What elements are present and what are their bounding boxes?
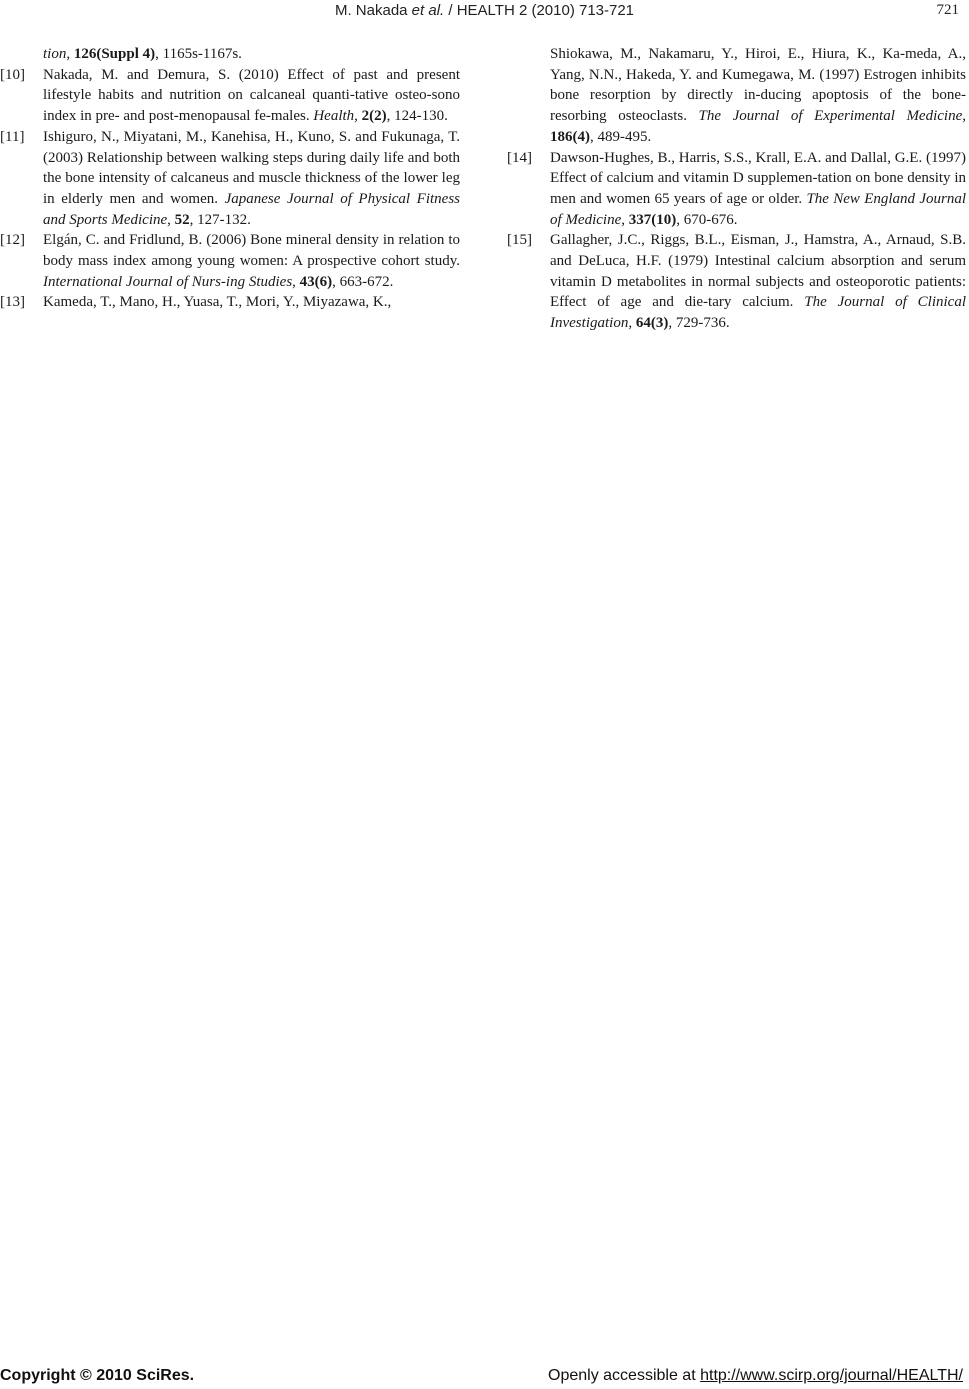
ref-volume: 126(Suppl 4) (73, 46, 156, 62)
ref-text: Ishiguro, N., Miyatani, M., Kanehisa, H., Kuno, S. and Fukunaga, T. (2003) Relationship between walking steps during daily life and both the bone intensity of calcaneus and muscle thickness of the lower leg in elderly men and women. (43, 128, 460, 207)
ref-journal: The New England Journal of Medicine (550, 190, 966, 228)
access-prefix: Openly accessible at (548, 1367, 701, 1384)
running-title (0, 2, 969, 19)
reference-11 (0, 127, 460, 231)
ref-sep: , (621, 211, 629, 228)
ref-volume: 2(2) (361, 108, 387, 125)
ref-pages: , 729-736. (668, 315, 730, 332)
ref-pages: , 1165s-1167s. (155, 46, 242, 62)
reference-14 (507, 148, 966, 231)
ref-sep: , (66, 46, 74, 62)
ref-volume: 337(10) (628, 211, 677, 228)
ref-text: Kameda, T., Mano, H., Yuasa, T., Mori, Y., Miyazawa, K., (43, 294, 392, 311)
ref-journal: Japanese Journal of Physical Fitness and Sports Medicine (43, 190, 460, 228)
ref-number: [11] (0, 128, 25, 145)
ref-volume: 52 (174, 211, 190, 228)
ref-pages: , 489-495. (590, 128, 652, 145)
ref-pages: , 127-132. (189, 211, 251, 228)
ref-journal: International Journal of Nurs-ing Studies (43, 273, 293, 290)
ref-sep: , (354, 108, 362, 125)
ref-number: [12] (0, 232, 25, 249)
ref-volume: 43(6) (299, 273, 333, 290)
ref-number: [15] (507, 232, 532, 249)
ref-journal: Health (313, 108, 355, 125)
ref-pages: , 670-676. (676, 211, 738, 228)
reference-continuation (0, 44, 460, 65)
ref-text: Nakada, M. and Demura, S. (2010) Effect of past and present lifestyle habits and nutrition on calcaneal quanti-tative osteo-sono index in pre- and post-menopausal fe-males. (43, 66, 460, 125)
ref-journal: The Journal of Clinical Investigation (550, 294, 967, 332)
ref-text: Dawson-Hughes, B., Harris, S.S., Krall, E.A. and Dallal, G.E. (1997) Effect of calcium and vitamin D supplemen-tation on bone density in men and women 65 years of age or older. (550, 149, 966, 207)
left-column (0, 44, 460, 313)
reference-13 (0, 292, 460, 313)
ref-text: Elgán, C. and Fridlund, B. (2006) Bone mineral density in relation to body mass index among young women: A prospective cohort study. (43, 232, 460, 270)
access-notice (548, 1367, 963, 1385)
ref-pages: , 663-672. (332, 273, 394, 290)
running-header (0, 2, 969, 22)
ref-journal: tion (43, 46, 67, 62)
ref-number: [13] (0, 294, 25, 311)
ref-text: Shiokawa, M., Nakamaru, Y., Hiroi, E., Hiura, K., Ka-meda, A., Yang, N.N., Hakeda, Y. and Kumegawa, M. (1997) Estrogen inhibits bone resorption by directly in-ducing apoptosis of the bone-resorbing osteoclasts. (550, 46, 966, 125)
ref-text: Gallagher, J.C., Riggs, B.L., Eisman, J., Hamstra, A., Arnaud, S.B. and DeLuca, H.F. (1979) Intestinal calcium absorption and serum vitamin D metabolites in normal subjects and osteoporotic patients: Effect of age and die-tary calcium. (550, 232, 966, 311)
reference-15 (507, 230, 966, 334)
ref-journal: The Journal of Experimental Medicine (698, 108, 963, 125)
journal-url-link[interactable]: http://www.scirp.org/journal/HEALTH/ (700, 1367, 963, 1384)
ref-sep: , (962, 108, 966, 125)
ref-pages: , 124-130. (386, 108, 448, 125)
reference-12 (0, 230, 460, 292)
right-column (507, 44, 966, 334)
ref-volume: 186(4) (550, 128, 590, 145)
running-title-journal: / HEALTH 2 (2010) 713-721 (444, 2, 635, 19)
copyright-notice: Copyright © 2010 SciRes. (0, 1367, 195, 1384)
running-title-authors: M. Nakada (334, 2, 412, 19)
ref-number: [14] (507, 149, 532, 166)
reference-10 (0, 65, 460, 127)
page-number: 721 (936, 2, 959, 18)
ref-sep: , (628, 315, 636, 332)
ref-sep: , (167, 211, 175, 228)
reference-13-continuation (507, 44, 966, 148)
ref-number: [10] (0, 66, 25, 83)
ref-volume: 64(3) (635, 315, 669, 332)
running-title-etal: et al. (411, 2, 445, 19)
ref-sep: , (292, 273, 300, 290)
page-footer (0, 1367, 969, 1389)
